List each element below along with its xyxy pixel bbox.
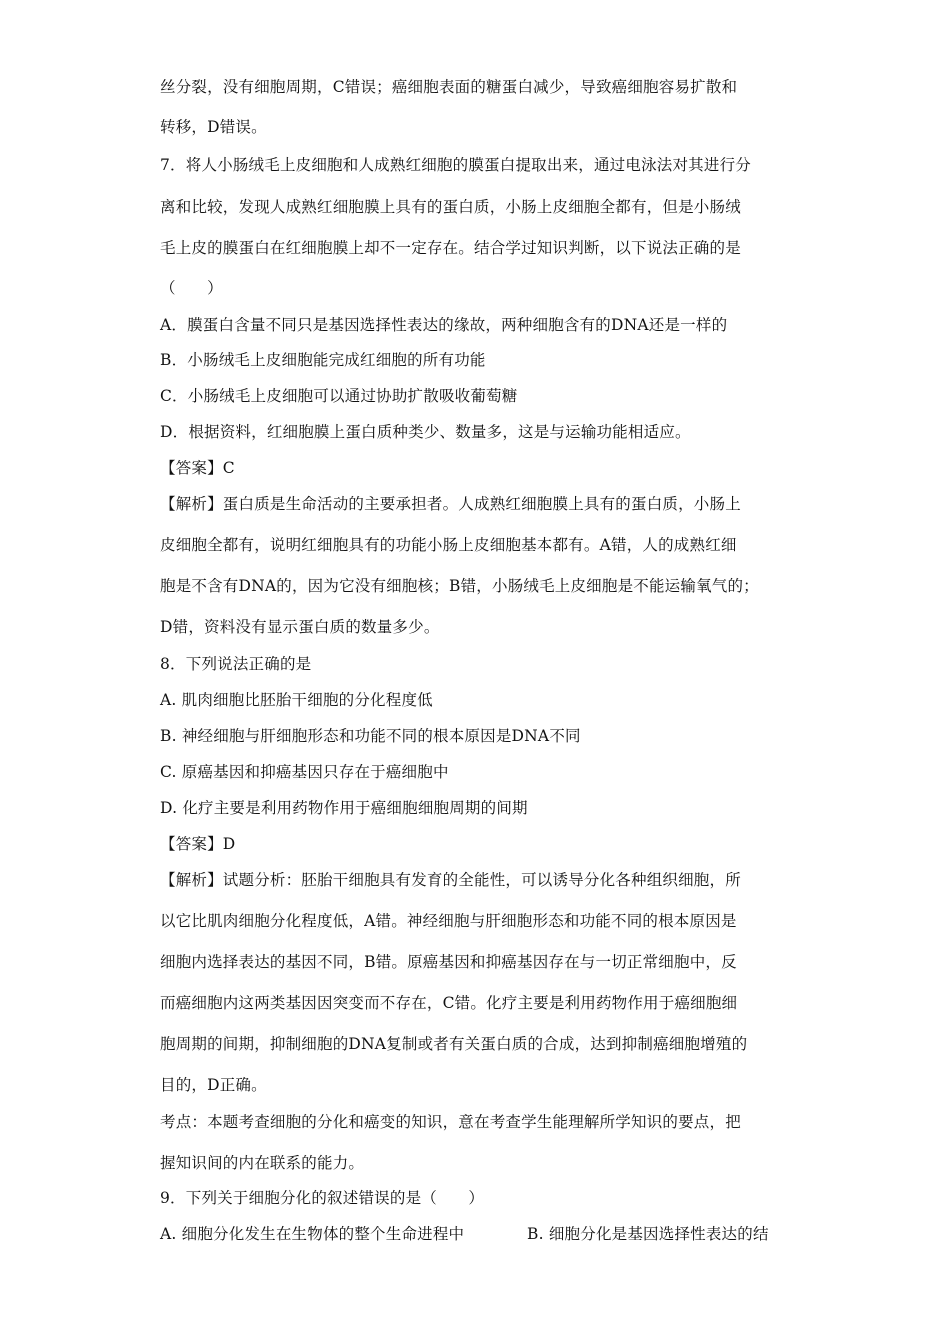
option-d: D．根据资料，红细胞膜上蛋白质种类少、数量多，这是与运输功能相适应。 (160, 423, 691, 441)
question-8-stem: 8．下列说法正确的是 (160, 655, 312, 673)
analysis-line: 皮细胞全都有，说明红细胞具有的功能小肠上皮细胞基本都有。A错，人的成熟红细 (160, 536, 737, 554)
analysis-line: 目的，D正确。 (160, 1076, 267, 1094)
analysis-line: 以它比肌肉细胞分化程度低，A错。神经细胞与肝细胞形态和功能不同的根本原因是 (160, 912, 737, 930)
analysis-line: 【解析】试题分析：胚胎干细胞具有发育的全能性，可以诱导分化各种组织细胞，所 (160, 871, 741, 889)
answer-bracket: （ ） (160, 279, 223, 297)
analysis-line: 胞是不含有DNA的，因为它没有细胞核；B错，小肠绒毛上皮细胞是不能运输氧气的； (160, 577, 759, 595)
analysis-line: 胞周期的间期，抑制细胞的DNA复制或者有关蛋白质的合成，达到抑制癌细胞增殖的 (160, 1035, 748, 1053)
option-b: B. 神经细胞与肝细胞形态和功能不同的根本原因是DNA不同 (160, 727, 581, 745)
analysis-line: 【解析】蛋白质是生命活动的主要承担者。人成熟红细胞膜上具有的蛋白质，小肠上 (160, 495, 741, 513)
analysis-line: D错，资料没有显示蛋白质的数量多少。 (160, 618, 440, 636)
question-9-options (160, 1224, 800, 1244)
option-b: B．小肠绒毛上皮细胞能完成红细胞的所有功能 (160, 351, 486, 369)
kaodian-line: 考点：本题考查细胞的分化和癌变的知识，意在考查学生能理解所学知识的要点，把 (160, 1113, 741, 1131)
option-a: A. 细胞分化发生在生物体的整个生命进程中 (160, 1225, 465, 1243)
option-b: B. 细胞分化是基因选择性表达的结 (527, 1225, 769, 1243)
analysis-line: 而癌细胞内这两类基因因突变而不存在，C错。化疗主要是利用药物作用于癌细胞细 (160, 994, 738, 1012)
text-line: 离和比较，发现人成熟红细胞膜上具有的蛋白质，小肠上皮细胞全都有，但是小肠绒 (160, 198, 741, 216)
text-line: 丝分裂，没有细胞周期，C错误；癌细胞表面的糖蛋白减少，导致癌细胞容易扩散和 (160, 78, 738, 96)
answer-label: 【答案】D (160, 835, 236, 853)
question-7-stem: 7．将人小肠绒毛上皮细胞和人成熟红细胞的膜蛋白提取出来，通过电泳法对其进行分 (160, 156, 751, 174)
answer-label: 【答案】C (160, 459, 235, 477)
kaodian-line: 握知识间的内在联系的能力。 (160, 1154, 365, 1172)
analysis-line: 细胞内选择表达的基因不同，B错。原癌基因和抑癌基因存在与一切正常细胞中，反 (160, 953, 737, 971)
text-line: 转移，D错误。 (160, 118, 267, 136)
option-c: C．小肠绒毛上皮细胞可以通过协助扩散吸收葡萄糖 (160, 387, 518, 405)
text-line: 毛上皮的膜蛋白在红细胞膜上却不一定存在。结合学过知识判断，以下说法正确的是 (160, 239, 741, 257)
option-c: C. 原癌基因和抑癌基因只存在于癌细胞中 (160, 763, 449, 781)
option-a: A．膜蛋白含量不同只是基因选择性表达的缘故，两种细胞含有的DNA还是一样的 (160, 316, 728, 334)
question-9-stem: 9．下列关于细胞分化的叙述错误的是（ ） (160, 1189, 485, 1207)
option-d: D. 化疗主要是利用药物作用于癌细胞细胞周期的间期 (160, 799, 528, 817)
option-a: A. 肌肉细胞比胚胎干细胞的分化程度低 (160, 691, 433, 709)
